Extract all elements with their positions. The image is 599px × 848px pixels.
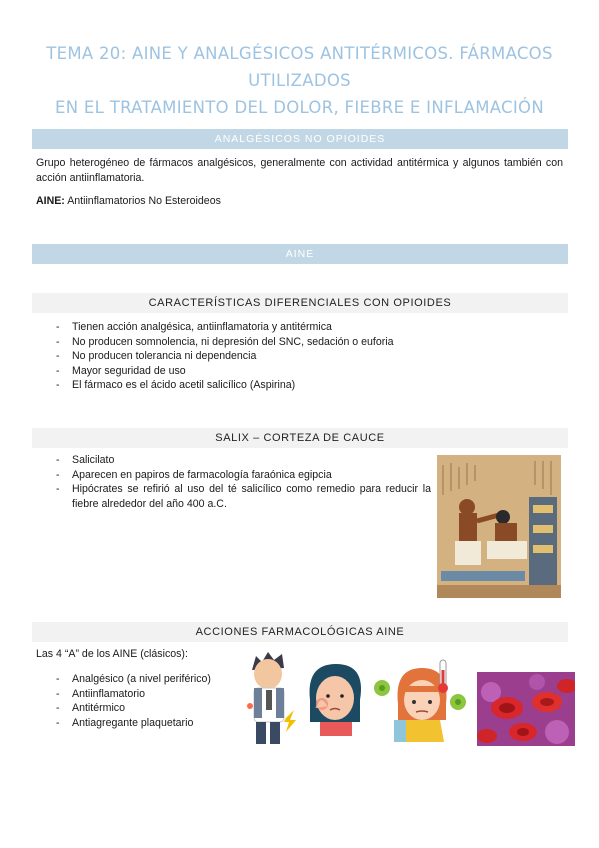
list-item: - Salicilato	[36, 453, 431, 468]
section-heading-aine: AINE	[32, 244, 568, 264]
list-item: - No producen tolerancia ni dependencia	[36, 349, 563, 364]
subheading-diferenciales: CARACTERÍSTICAS DIFERENCIALES CON OPIOIDES	[32, 293, 568, 313]
aine-label: AINE:	[36, 195, 65, 207]
list-item: - No producen somnolencia, ni depresión del SNC, sedación o euforia	[36, 335, 563, 350]
list-item: - Antiinflamatorio	[36, 687, 236, 702]
blood-cells-image	[477, 672, 575, 746]
list-item: - Analgésico (a nivel periférico)	[36, 672, 236, 687]
subheading-salix: SALIX – CORTEZA DE CAUCE	[32, 428, 568, 448]
section-heading-analgesicos: ANALGÉSICOS NO OPIOIDES	[32, 129, 568, 149]
salix-list	[36, 453, 431, 511]
list-item: - El fármaco es el ácido acetil salicílico (Aspirina)	[36, 378, 563, 393]
list-item: - Tienen acción analgésica, antiinflamatoria y antitérmica	[36, 320, 563, 335]
intro-paragraph: Grupo heterogéneo de fármacos analgésicos, generalmente con actividad antitérmica y algunos también con acción antiinflamatoria.	[36, 157, 563, 184]
egyptian-papyrus-image	[437, 455, 561, 598]
title-line-1: TEMA 20: AINE Y ANALGÉSICOS ANTITÉRMICOS. FÁRMACOS UTILIZADOS	[46, 44, 553, 90]
acciones-list	[36, 672, 236, 730]
list-item: - Mayor seguridad de uso	[36, 364, 563, 379]
list-item: - Aparecen en papiros de farmacología faraónica egipcia	[36, 468, 431, 483]
acciones-intro: Las 4 “A” de los AINE (clásicos):	[36, 648, 188, 660]
list-item: - Antiagregante plaquetario	[36, 716, 236, 731]
inflammation-illustration	[300, 660, 370, 736]
subheading-acciones: ACCIONES FARMACOLÓGICAS AINE	[32, 622, 568, 642]
aine-definition	[36, 194, 563, 209]
diferenciales-list	[36, 320, 563, 393]
page-title	[20, 40, 579, 121]
list-item: - Antitérmico	[36, 701, 236, 716]
fever-illustration	[372, 658, 468, 742]
aine-text: Antiinflamatorios No Esteroideos	[64, 195, 221, 207]
pain-illustration	[240, 648, 298, 746]
list-item: - Hipócrates se refirió al uso del té salicílico como remedio para reducir la fiebre alrededor del año 400 a.C.	[36, 482, 431, 511]
title-line-2: EN EL TRATAMIENTO DEL DOLOR, FIEBRE E INFLAMACIÓN	[55, 98, 544, 117]
